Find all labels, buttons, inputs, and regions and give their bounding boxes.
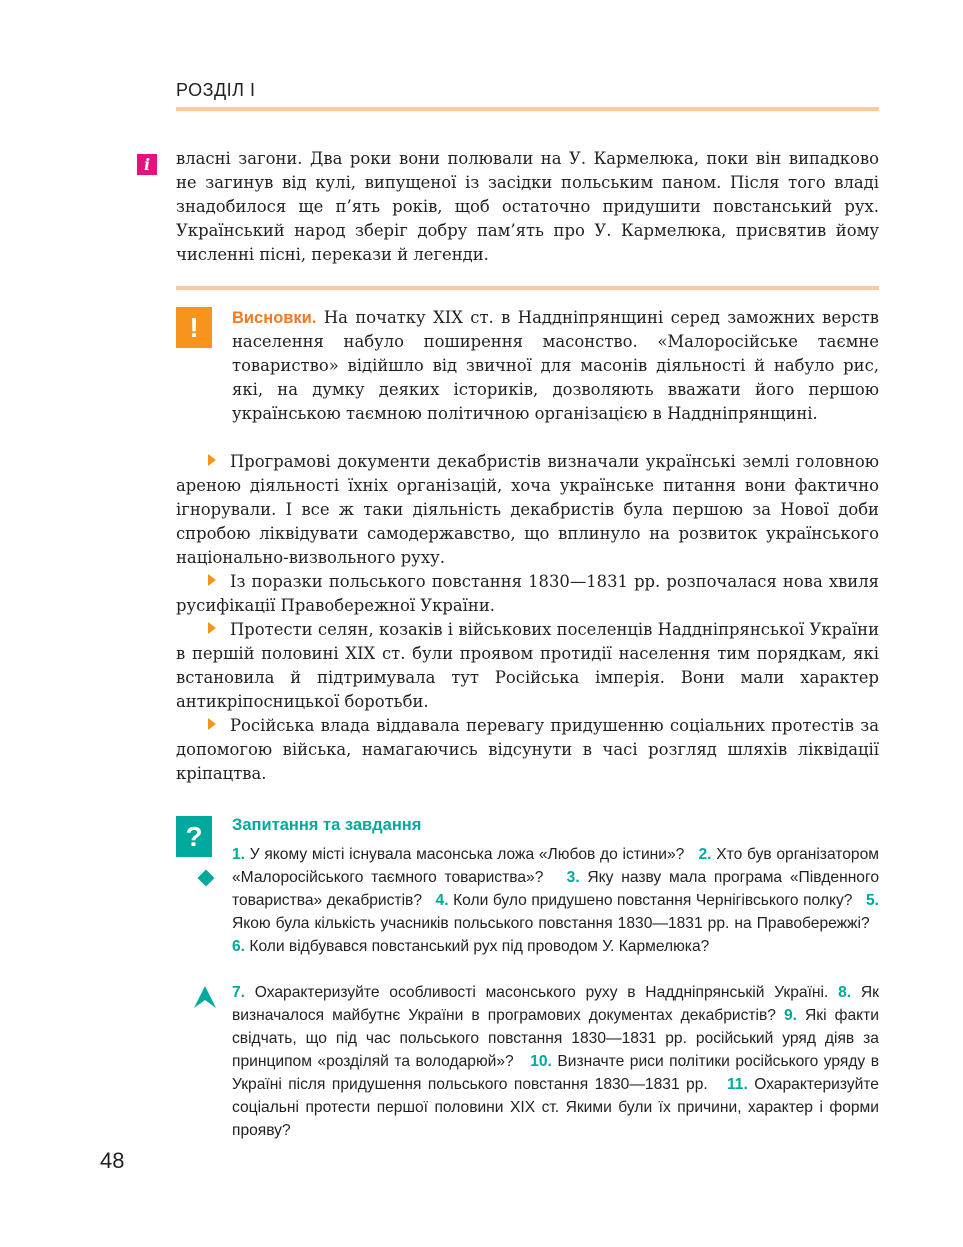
questions-title: Запитання та завдання	[232, 816, 422, 834]
exclamation-icon: !	[176, 307, 212, 348]
conclusion-item	[176, 570, 879, 618]
info-block	[176, 147, 879, 267]
conclusions-divider	[176, 286, 879, 290]
conclusion-item	[176, 618, 879, 714]
question-text: Хто був організатором «Малоросійського таємного товариства»?	[232, 846, 879, 886]
diamond-icon	[198, 870, 215, 887]
question-text: Коли було придушено повстання Чернігівського полку?	[453, 892, 853, 909]
bullet-icon	[208, 622, 216, 634]
questions-group-advanced	[232, 981, 879, 1142]
info-icon: i	[137, 154, 157, 175]
question-number: 11.	[726, 1076, 748, 1093]
questions-group-basic	[232, 843, 879, 958]
question-text: Коли відбувався повстанський рух під проводом У. Кармелюка?	[249, 938, 710, 955]
conclusion-item-text: Протести селян, козаків і військових поселенців Наддніпрянської України в першій половині XIX ст. були проявом протидії населення тим порядкам, які встановила й підтримувала тут Російська імперія. Вони мали характер антикріпосницької боротьби.	[176, 620, 879, 711]
question-number: 8.	[838, 984, 852, 1001]
question-text: У якому місті існувала масонська ложа «Любов до істини»?	[249, 846, 685, 863]
question-number: 6.	[232, 938, 246, 955]
conclusion-item	[176, 450, 879, 570]
conclusions-label: Висновки.	[232, 309, 317, 327]
question-number: 1.	[232, 846, 246, 863]
section-title: РОЗДІЛ І	[176, 80, 256, 100]
question-text: Охарактеризуйте соціальні протести першої половини XIX ст. Якими були їх причини, характер і форми прояву?	[232, 1076, 879, 1139]
question-icon: ?	[176, 816, 212, 857]
conclusions-list	[176, 450, 879, 786]
question-text: Які факти свідчать, що під час польського повстання 1830—1831 рр. російський уряд діяв за принципом «розділяй та володарюй»?	[232, 1007, 879, 1070]
info-text: власні загони. Два роки вони полювали на У. Кармелюка, поки він випадково не загинув від кулі, випущеної із засідки польським паном. Після того владі знадобилося ще п’ять років, щоб остаточно придушити повстанський рух. Український народ зберіг добру пам’ять про У. Кармелюка, присвятив йому численні пісні, перекази й легенди.	[176, 149, 879, 264]
triangle-icon	[193, 985, 217, 1009]
question-number: 4.	[435, 892, 449, 909]
conclusion-item-text: Із поразки польського повстання 1830—1831 рр. розпочалася нова хвиля русифікації Правобережної України.	[176, 572, 879, 615]
question-number: 2.	[698, 846, 712, 863]
question-text: Яку назву мала програма «Південного товариства» декабристів?	[232, 869, 879, 909]
header-divider	[176, 107, 879, 111]
question-text: Охарактеризуйте особливості масонського руху в Наддніпрянській Україні.	[254, 984, 829, 1001]
bullet-icon	[208, 454, 216, 466]
conclusions-first-text: На початку XIX ст. в Наддніпрянщині серед заможних верств населення набуло поширення масонство. «Малоросійське таємне товариство» відійшло від звичної для масонів діяльності й набуло рис, які, на думку деяких істориків, дозволяють вважати його першою українською таємною політичною організацією в Наддніпрянщині.	[232, 308, 879, 423]
question-number: 7.	[232, 984, 246, 1001]
conclusion-item-text: Російська влада віддавала перевагу придушенню соціальних протестів за допомогою війська, намагаючись відсунути в часі розгляд шляхів ліквідації кріпацтва.	[176, 716, 879, 783]
bullet-icon	[208, 574, 216, 586]
question-text: Визначте риси політики російського уряду в Україні після придушення польського повстання 1830—1831 рр.	[232, 1053, 879, 1093]
question-number: 9.	[783, 1007, 797, 1024]
question-number: 5.	[865, 892, 879, 909]
question-text: Якою була кількість учасників польського повстання 1830—1831 рр. на Правобережжі?	[232, 915, 870, 932]
question-number: 3.	[566, 869, 580, 886]
question-number: 10.	[530, 1053, 552, 1070]
conclusion-item	[176, 714, 879, 786]
bullet-icon	[208, 718, 216, 730]
conclusions-intro	[232, 306, 879, 426]
conclusion-item-text: Програмові документи декабристів визначали українські землі головною ареною діяльності їхніх організацій, хоча українське питання вони фактично ігнорували. І все ж таки діяльність декабристів була першою за Нової доби спробою ліквідувати самодержавство, що вплинуло на розвиток українського національно-визвольного руху.	[176, 452, 879, 567]
page-number: 48	[100, 1148, 125, 1173]
question-text: Як визначалося майбутнє України в програмових документах декабристів?	[232, 984, 879, 1024]
